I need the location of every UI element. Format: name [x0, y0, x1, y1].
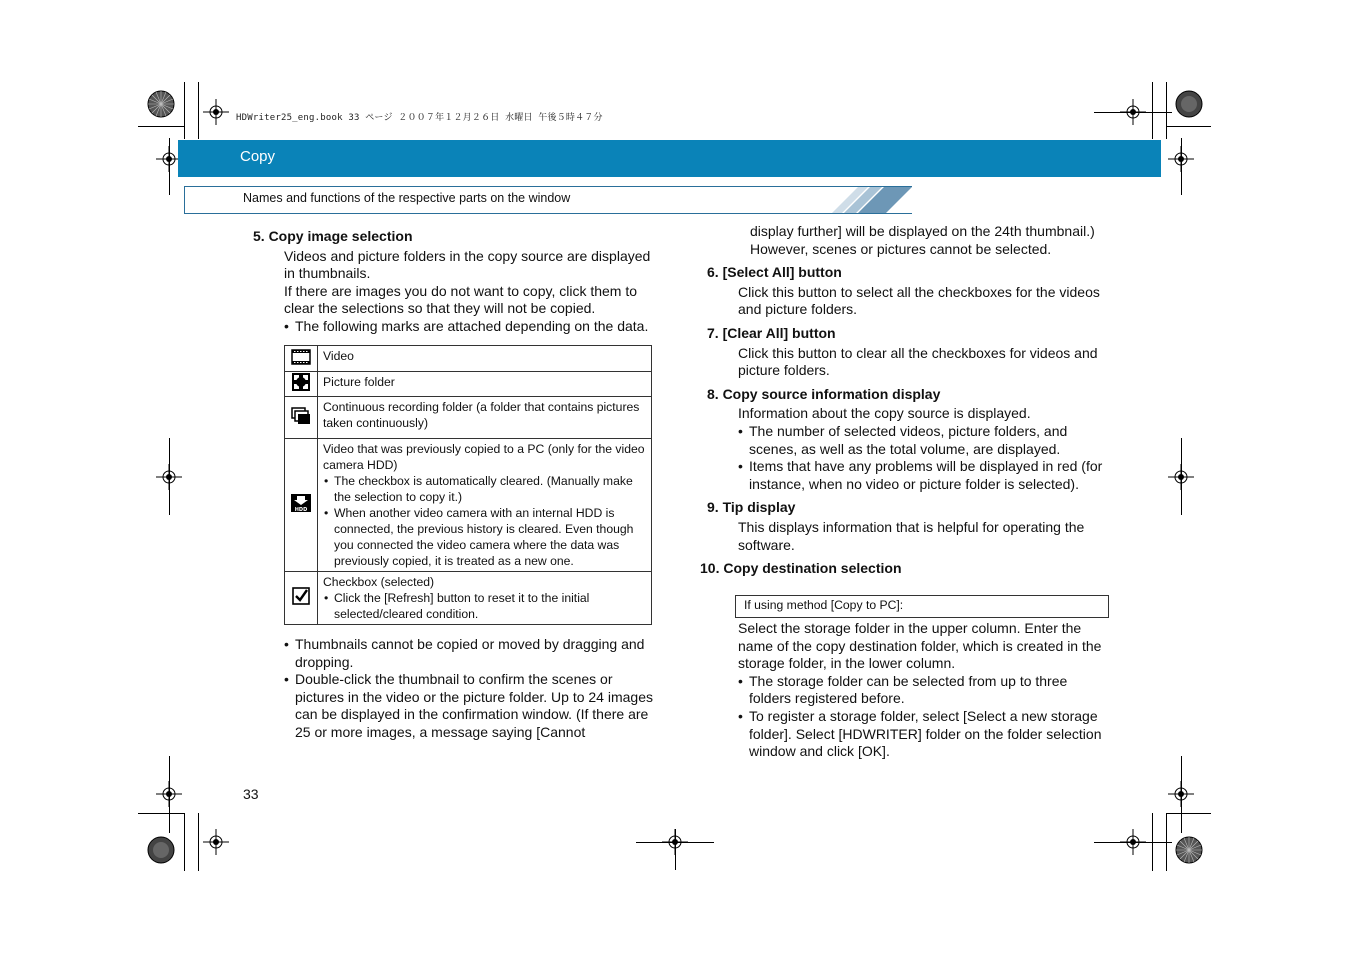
- table-cell: Picture folder: [318, 372, 652, 397]
- section-5-bullet-3: • Double-click the thumbnail to confirm the scenes or pictures in the video or the picture folder. Up to 24 images can be displayed in the confirmation window. (If there are 25 or more images, a message saying [Cannot: [284, 671, 654, 741]
- table-cell: [318, 439, 652, 572]
- section-title: Copy: [240, 148, 276, 165]
- table-cell-bullet: • The checkbox is automatically cleared. (Manually make the selection to copy it.): [323, 473, 647, 505]
- section-9-paragraph: This displays information that is helpful for operating the software.: [738, 518, 1085, 553]
- section-6-heading: 6. [Select All] button: [707, 264, 842, 281]
- registration-mark-icon: [203, 829, 229, 855]
- data-marks-table: [284, 345, 652, 625]
- section-10-paragraph: Select the storage folder in the upper column. Enter the name of the copy destination folder, which is created in the storage folder, in the lower column.: [738, 620, 1102, 672]
- color-rosette-icon: [147, 836, 175, 864]
- table-row: [285, 346, 652, 372]
- checkbox-checked-icon: [285, 572, 318, 625]
- section-6-paragraph: Click this button to select all the checkboxes for the videos and picture folders.: [738, 283, 1100, 318]
- subheader-text: Names and functions of the respective parts on the window: [243, 191, 571, 205]
- page-number: 33: [243, 786, 259, 802]
- section-8-bullet-1: • The number of selected videos, picture folders, and scenes, as well as the total volume, are displayed.: [738, 423, 1112, 458]
- section-8-paragraph: Information about the copy source is displayed.: [738, 405, 1031, 422]
- decorative-stripes-icon: [822, 187, 912, 214]
- method-note-box: If using method [Copy to PC]:: [735, 595, 1109, 618]
- subheader-box: [184, 186, 912, 214]
- table-cell-title: Video that was previously copied to a PC (only for the video camera HDD): [323, 442, 645, 472]
- section-5-bullet-1: • The following marks are attached depending on the data.: [284, 318, 653, 336]
- table-row: [285, 572, 652, 625]
- section-10-heading: 10. Copy destination selection: [700, 560, 902, 577]
- section-header-bar: [178, 140, 1161, 177]
- left-column-lower: [284, 636, 654, 742]
- table-cell: [318, 572, 652, 625]
- table-cell: Continuous recording folder (a folder that contains pictures taken continuously): [318, 397, 652, 439]
- color-rosette-icon: [1175, 90, 1203, 118]
- section-7-heading: 7. [Clear All] button: [707, 324, 836, 341]
- color-rosette-icon: [147, 90, 175, 118]
- picture-folder-icon: [285, 372, 318, 397]
- print-file-header: HDWriter25_eng.book 33 ページ ２００７年１２月２６日 水曜日 午後５時４７分: [236, 113, 603, 123]
- color-rosette-icon: [1175, 836, 1203, 864]
- registration-mark-icon: [203, 99, 229, 125]
- section-5-bullet-3-continued: display further] will be displayed on the 24th thumbnail.) However, scenes or pictures cannot be selected.: [750, 223, 1095, 257]
- section-8-heading: 8. Copy source information display: [707, 385, 941, 402]
- section-10-bullet-1: • The storage folder can be selected from up to three folders registered before.: [738, 673, 1112, 708]
- section-9-heading: 9. Tip display: [707, 499, 796, 516]
- film-icon: [285, 346, 318, 372]
- section-5-heading: 5. Copy image selection: [253, 228, 413, 244]
- hdd-copied-icon: [285, 439, 318, 572]
- continuous-folder-icon: [285, 397, 318, 439]
- section-5-bullet-2: • Thumbnails cannot be copied or moved by dragging and dropping.: [284, 636, 654, 671]
- table-row: [285, 439, 652, 572]
- right-column-lower: [738, 620, 1112, 761]
- section-7-paragraph: Click this button to clear all the checkboxes for videos and picture folders.: [738, 344, 1098, 379]
- table-row: [285, 372, 652, 397]
- right-column: [700, 223, 1112, 578]
- table-row: [285, 397, 652, 439]
- section-5-paragraph-1: Videos and picture folders in the copy source are displayed in thumbnails.: [284, 247, 651, 282]
- left-column: [253, 228, 653, 336]
- section-5-paragraph-2: If there are images you do not want to copy, click them to clear the selections so that they will not be copied.: [284, 282, 638, 317]
- section-10-bullet-2: • To register a storage folder, select [Select a new storage folder]. Select [HDWRITER] folder on the folder selection window and click [OK].: [738, 708, 1112, 761]
- table-cell: Video: [318, 346, 652, 372]
- table-cell-title: Checkbox (selected): [323, 575, 435, 589]
- section-8-bullet-2: • Items that have any problems will be displayed in red (for instance, when no video or picture folder is selected).: [738, 458, 1112, 493]
- table-cell-bullet: • Click the [Refresh] button to reset it to the initial selected/cleared condition.: [323, 590, 647, 622]
- svg-text:HDD: HDD: [294, 507, 308, 513]
- table-cell-bullet: • When another video camera with an internal HDD is connected, the previous history is cleared. Even though you connected the video camera where the data was previously copied, it is treated as a new one.: [323, 505, 647, 569]
